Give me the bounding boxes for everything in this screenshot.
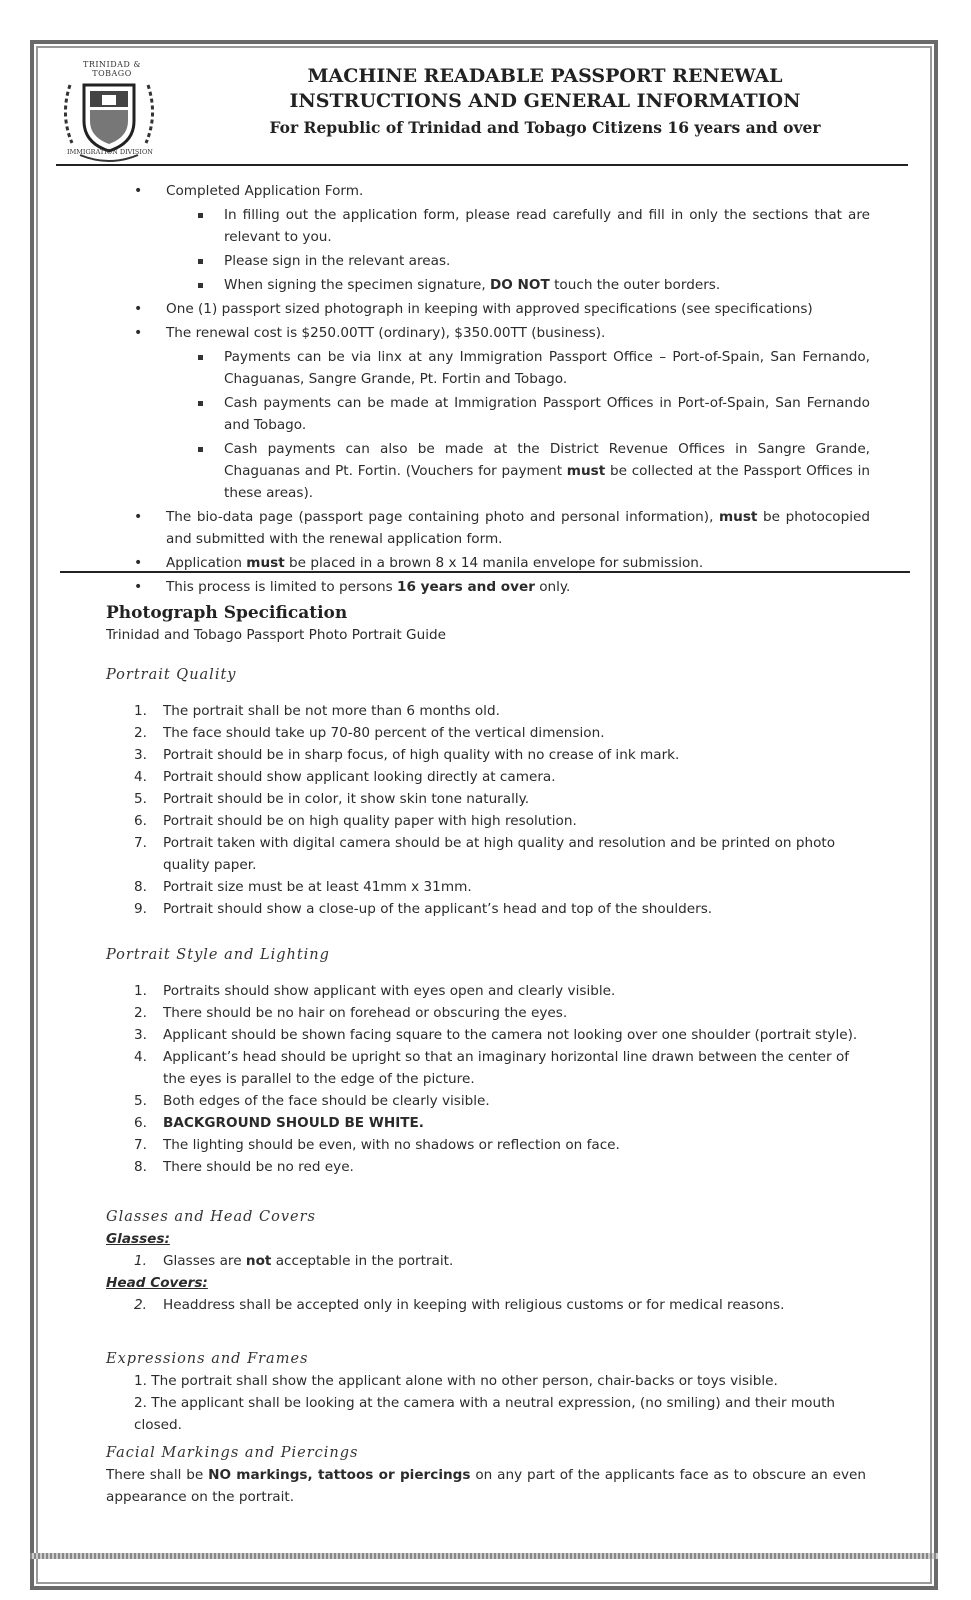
list-item: 6. Portrait should be on high quality paper with high resolution. bbox=[134, 813, 577, 829]
portrait-quality-section bbox=[106, 664, 866, 920]
list-item: 1. The portrait shall be not more than 6 months old. bbox=[134, 703, 500, 719]
portrait-style-list bbox=[106, 980, 866, 1178]
title-line-2: INSTRUCTIONS AND GENERAL INFORMATION bbox=[289, 90, 801, 112]
list-item: 4. Portrait should show applicant looking directly at camera. bbox=[134, 769, 556, 785]
list-item: Please sign in the relevant areas. bbox=[100, 250, 870, 272]
photo-spec-heading: Photograph Specification bbox=[106, 603, 348, 623]
list-item: 2. Headdress shall be accepted only in keeping with religious customs or for medical reasons. bbox=[134, 1297, 785, 1313]
list-item: 9. Portrait should show a close-up of the applicant’s head and top of the shoulders. bbox=[134, 901, 713, 917]
list-item: 7. The lighting should be even, with no shadows or reflection on face. bbox=[134, 1137, 620, 1153]
section-divider bbox=[60, 571, 910, 573]
list-item: 6. BACKGROUND SHOULD BE WHITE. bbox=[134, 1115, 424, 1131]
list-item: When signing the specimen signature, DO NOT touch the outer borders. bbox=[100, 274, 870, 296]
markings-paragraph: There shall be NO markings, tattoos or piercings on any part of the applicants face as to obscure an even appearance on the portrait. bbox=[106, 1467, 867, 1505]
list-item: 2. There should be no hair on forehead or obscuring the eyes. bbox=[134, 1005, 568, 1021]
expressions-section bbox=[106, 1348, 866, 1436]
list-item: • The renewal cost is $250.00TT (ordinary), $350.00TT (business). bbox=[100, 322, 870, 344]
glasses-label: Glasses: bbox=[106, 1231, 170, 1247]
glasses-heading: Glasses and Head Covers bbox=[106, 1209, 316, 1225]
list-item: • One (1) passport sized photograph in keeping with approved specifications (see specifications) bbox=[100, 298, 870, 320]
requirements-list bbox=[100, 180, 870, 600]
title-line-3: For Republic of Trinidad and Tobago Citizens 16 years and over bbox=[269, 118, 821, 137]
list-item: 8. Portrait size must be at least 41mm x 31mm. bbox=[134, 879, 472, 895]
markings-heading: Facial Markings and Piercings bbox=[106, 1445, 359, 1461]
list-item: Cash payments can also be made at the District Revenue Offices in Sangre Grande, Chaguanas and Pt. Fortin. (Vouchers for payment must be collected at the Passport Offices in these areas). bbox=[100, 438, 870, 504]
document-title bbox=[180, 64, 910, 141]
portrait-quality-list bbox=[106, 700, 866, 920]
list-item: 2. The face should take up 70-80 percent of the vertical dimension. bbox=[134, 725, 605, 741]
list-item: 1. Portraits should show applicant with eyes open and clearly visible. bbox=[134, 983, 616, 999]
seal-bottom-text: IMMIGRATION DIVISION bbox=[67, 148, 153, 156]
list-item: • Application must be placed in a brown 8 x 14 manila envelope for submission. bbox=[100, 552, 870, 574]
header-divider bbox=[56, 164, 908, 166]
list-item: 3. Applicant should be shown facing square to the camera not looking over one shoulder (portrait style). bbox=[134, 1027, 858, 1043]
list-item: • This process is limited to persons 16 years and over only. bbox=[100, 576, 870, 598]
list-item: 5. Both edges of the face should be clearly visible. bbox=[134, 1093, 490, 1109]
list-item: Payments can be via linx at any Immigration Passport Office – Port-of-Spain, San Fernando, Chaguanas, Sangre Grande, Pt. Fortin and Tobago. bbox=[100, 346, 870, 390]
list-item: 1. The portrait shall show the applicant alone with no other person, chair-backs or toys visible. bbox=[134, 1373, 778, 1389]
list-item: 4. Applicant’s head should be upright so that an imaginary horizontal line drawn between the center of the eyes is parallel to the edge of the picture. bbox=[134, 1049, 850, 1087]
page-border-bottom bbox=[30, 1553, 938, 1559]
photo-spec-header bbox=[106, 602, 866, 646]
list-item: 2. The applicant shall be looking at the camera with a neutral expression, (no smiling) and their mouth closed. bbox=[134, 1395, 836, 1433]
list-item: In filling out the application form, please read carefully and fill in only the sections that are relevant to you. bbox=[100, 204, 870, 248]
title-line-1: MACHINE READABLE PASSPORT RENEWAL bbox=[307, 65, 783, 87]
portrait-quality-heading: Portrait Quality bbox=[106, 667, 237, 683]
portrait-style-heading: Portrait Style and Lighting bbox=[106, 947, 330, 963]
markings-section bbox=[106, 1442, 866, 1508]
list-item: 5. Portrait should be in color, it show skin tone naturally. bbox=[134, 791, 530, 807]
portrait-style-section bbox=[106, 944, 866, 1178]
list-item: Cash payments can be made at Immigration Passport Offices in Port-of-Spain, San Fernando and Tobago. bbox=[100, 392, 870, 436]
list-item: • The bio-data page (passport page containing photo and personal information), must be photocopied and submitted with the renewal application form. bbox=[100, 506, 870, 550]
seal-top-text: TRINIDAD & TOBAGO bbox=[83, 60, 141, 78]
list-item: 8. There should be no red eye. bbox=[134, 1159, 354, 1175]
glasses-section bbox=[106, 1206, 866, 1316]
head-covers-label: Head Covers: bbox=[106, 1275, 208, 1291]
list-item: 7. Portrait taken with digital camera should be at high quality and resolution and be printed on photo quality paper. bbox=[134, 835, 836, 873]
photo-spec-subtitle: Trinidad and Tobago Passport Photo Portrait Guide bbox=[106, 627, 446, 643]
list-item: • Completed Application Form. bbox=[100, 180, 870, 202]
list-item: 1. Glasses are not acceptable in the portrait. bbox=[134, 1253, 454, 1269]
list-item: 3. Portrait should be in sharp focus, of high quality with no crease of ink mark. bbox=[134, 747, 680, 763]
expressions-heading: Expressions and Frames bbox=[106, 1351, 309, 1367]
